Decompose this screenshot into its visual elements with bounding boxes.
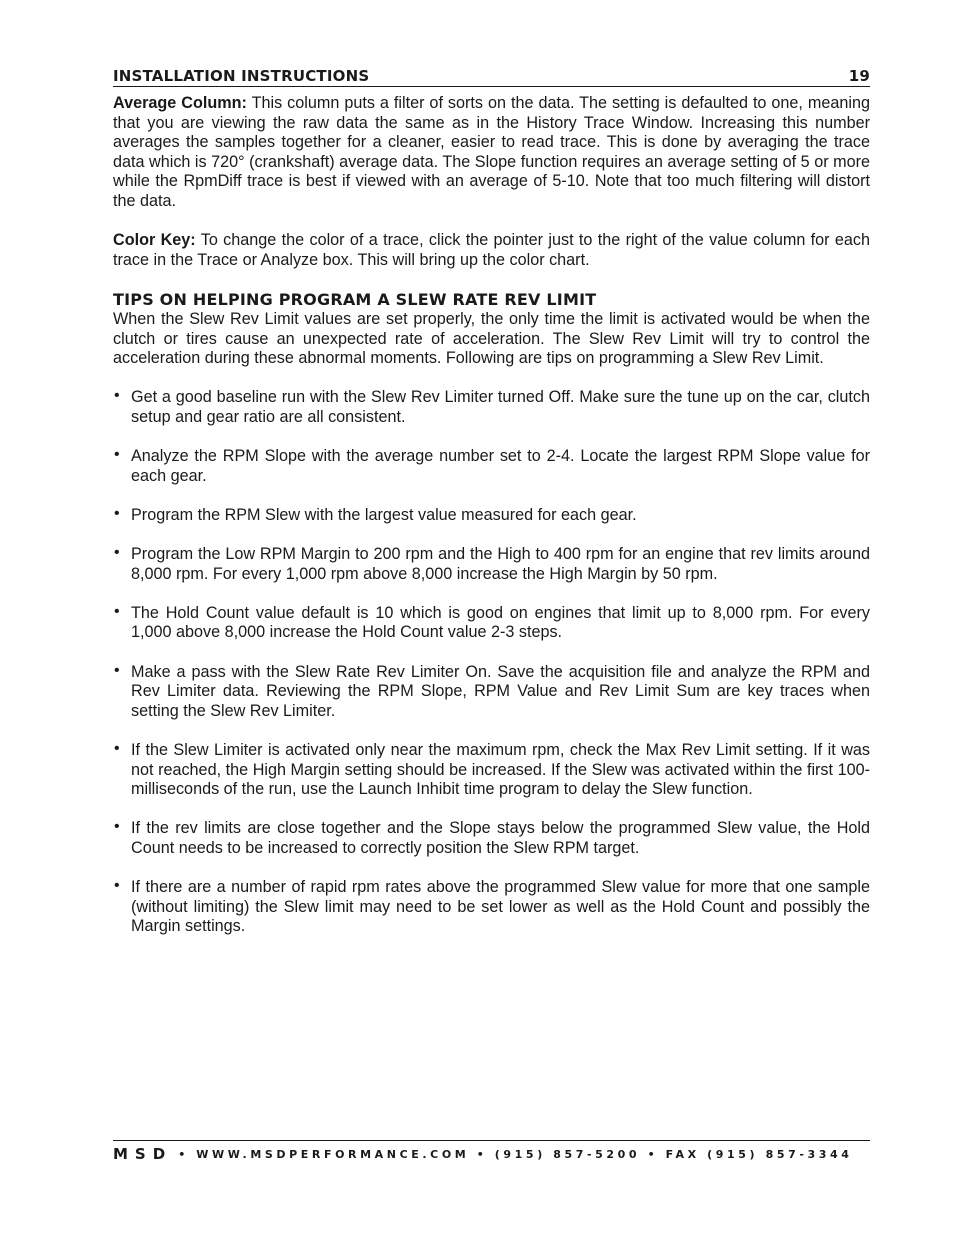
paragraph-label: Color Key: [113, 231, 196, 250]
list-item [113, 545, 870, 584]
bullet-icon: • [114, 387, 120, 405]
list-item [113, 506, 870, 526]
page-footer [113, 1140, 870, 1163]
bullet-icon: • [114, 446, 120, 464]
list-item [113, 447, 870, 486]
list-item [113, 878, 870, 937]
list-item [113, 604, 870, 643]
bullet-icon: • [114, 544, 120, 562]
bullet-icon: • [114, 602, 120, 620]
paragraph-label: Average Column: [113, 94, 247, 112]
list-item-text: Analyze the RPM Slope with the average number set to 2-4. Locate the largest RPM Slope value for each gear. [131, 447, 870, 485]
list-item-text: If there are a number of rapid rpm rates above the programmed Slew value for more that one sample (without limiting) the Slew limit may need to be set lower as well as the Hold Count and possibly the Margin settings. [131, 878, 870, 936]
bullet-icon: • [114, 818, 120, 836]
list-item [113, 663, 870, 722]
paragraph-average-column [113, 94, 870, 212]
list-item-text: If the Slew Limiter is activated only near the maximum rpm, check the Max Rev Limit setting. If it was not reached, the High Margin setting should be increased. If the Slew was activated within the first 100-milliseconds of the run, use the Launch Inhibit time program to delay the Slew function. [131, 741, 870, 799]
paragraph-text: This column puts a filter of sorts on the data. The setting is defaulted to one, meaning that you are viewing the raw data the same as in the History Trace Window. Increasing this number averages the samples together for a cleaner, easier to read trace. This is done by averaging the trace data which is 720° (crankshaft) average data. The Slope function requires an average setting of 5 or more while the RpmDiff trace is best if viewed with an average of 5-10. Note that too much filtering will distort the data. [113, 94, 870, 210]
list-item-text: Get a good baseline run with the Slew Rev Limiter turned Off. Make sure the tune up on the car, clutch setup and gear ratio are all consistent. [131, 388, 870, 426]
page-header [113, 62, 870, 87]
footer-contact-info: • WWW.MSDPERFORMANCE.COM • (915) 857-5200 • FAX (915) 857-3344 [178, 1147, 853, 1161]
bullet-icon: • [114, 877, 120, 895]
list-item [113, 388, 870, 427]
bullet-icon: • [114, 661, 120, 679]
bullet-icon: • [114, 740, 120, 757]
list-item [113, 741, 870, 800]
paragraph-color-key [113, 231, 870, 270]
list-item [113, 819, 870, 858]
paragraph-text: To change the color of a trace, click the pointer just to the right of the value column for each trace in the Trace or Analyze box. This will bring up the color chart. [113, 231, 870, 269]
list-item-text: The Hold Count value default is 10 which is good on engines that limit up to 8,000 rpm. For every 1,000 above 8,000 increase the Hold Count value 2-3 steps. [131, 603, 870, 642]
header-title: INSTALLATION INSTRUCTIONS [113, 67, 370, 85]
list-item-text: Program the RPM Slew with the largest value measured for each gear. [131, 505, 637, 524]
section-title: TIPS ON HELPING PROGRAM A SLEW RATE REV LIMIT [113, 289, 597, 309]
page-content [113, 94, 870, 937]
list-item-text: Program the Low RPM Margin to 200 rpm and the High to 400 rpm for an engine that rev limits around 8,000 rpm. For every 1,000 rpm above 8,000 increase the High Margin by 50 rpm. [131, 545, 870, 583]
list-item-text: If the rev limits are close together and the Slope stays below the programmed Slew value, the Hold Count needs to be increased to correctly position the Slew RPM target. [131, 819, 870, 857]
footer-brand: MSD [113, 1145, 173, 1163]
section-intro: When the Slew Rev Limit values are set properly, the only time the limit is activated would be when the clutch or tires cause an unexpected rate of acceleration. The Slew Rev Limit will try to control the acceleration during these abnormal moments. Following are tips on programming a Slew Rev Limit. [113, 309, 870, 368]
page [113, 62, 870, 957]
page-number: 19 [848, 67, 870, 85]
list-item-text: Make a pass with the Slew Rate Rev Limiter On. Save the acquisition file and analyze the RPM and Rev Limiter data. Reviewing the RPM Slope, RPM Value and Rev Limit Sum are key traces when setting the Slew Rev Limiter. [131, 662, 870, 720]
bullet-icon: • [114, 504, 120, 522]
tips-list [113, 388, 870, 937]
